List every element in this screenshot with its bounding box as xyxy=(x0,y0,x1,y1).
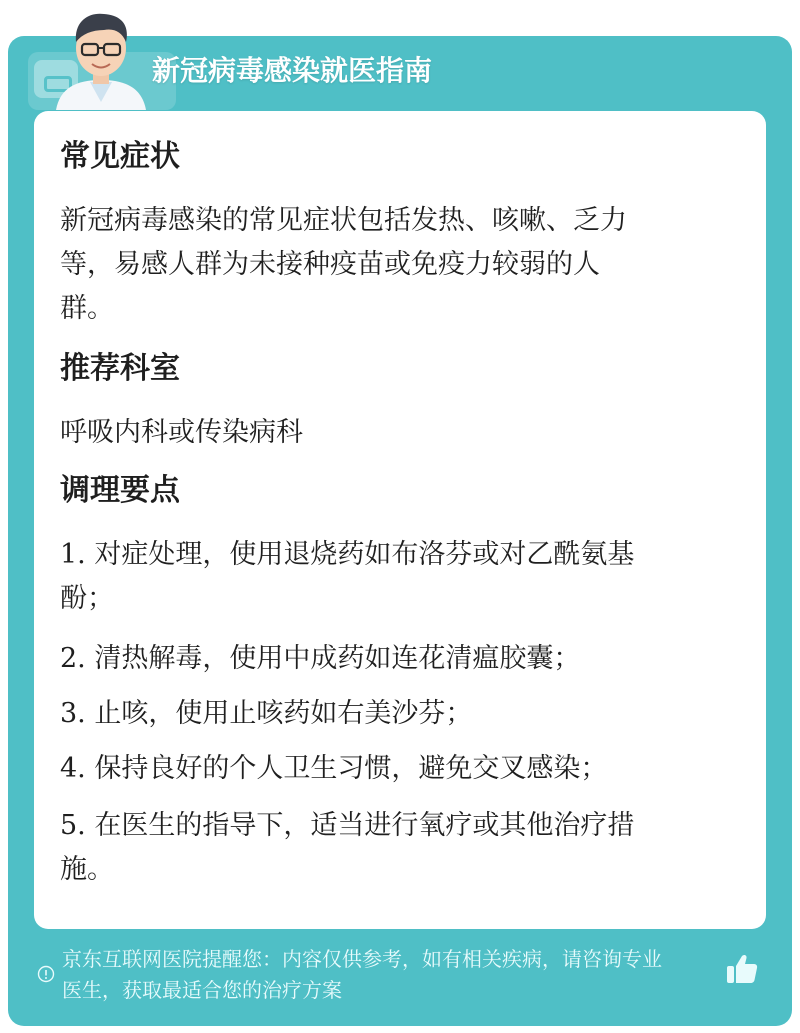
disclaimer xyxy=(62,944,730,1006)
care-item-1-text: 对症处理，使用退烧药如布洛芬或对乙酰氨基 xyxy=(94,539,635,570)
care-item-2 xyxy=(60,637,740,681)
symptoms-text-line-1: 新冠病毒感染的常见症状包括发热、咳嗽、乏力 xyxy=(60,205,627,236)
care-item-2-number: 2. xyxy=(60,643,86,674)
department-text: 呼吸内科或传染病科 xyxy=(60,417,303,448)
symptoms-text-line-3: 群。 xyxy=(60,293,114,324)
disclaimer-line-1: 京东互联网医院提醒您：内容仅供参考，如有相关疾病，请咨询专业 xyxy=(62,947,662,971)
disclaimer-line-2: 医生，获取最适合您的治疗方案 xyxy=(62,978,342,1002)
care-item-5-line-2: 施。 xyxy=(60,854,114,885)
doctor-avatar xyxy=(46,6,156,110)
section-title-department: 推荐科室 xyxy=(60,351,180,386)
page-title: 新冠病毒感染就医指南 xyxy=(152,54,433,87)
care-item-3 xyxy=(60,692,740,736)
care-item-1-line-2: 酚； xyxy=(60,583,114,614)
thumbs-up-icon[interactable] xyxy=(724,951,760,987)
care-item-2-text: 清热解毒，使用中成药如连花清瘟胶囊； xyxy=(94,643,581,674)
care-item-1-number: 1. xyxy=(60,539,86,570)
care-item-5-text: 在医生的指导下，适当进行氧疗或其他治疗措 xyxy=(94,810,635,841)
care-item-5 xyxy=(60,804,740,848)
care-item-5-number: 5. xyxy=(60,810,86,841)
symptoms-text-line-2: 等，易感人群为未接种疫苗或免疫力较弱的人 xyxy=(60,249,600,280)
care-item-4-text: 保持良好的个人卫生习惯，避免交叉感染； xyxy=(94,753,608,784)
care-item-1 xyxy=(60,533,740,577)
care-item-3-number: 3. xyxy=(60,698,86,729)
care-item-3-text: 止咳，使用止咳药如右美沙芬； xyxy=(94,698,473,729)
section-title-symptoms: 常见症状 xyxy=(60,139,180,174)
care-item-4-number: 4. xyxy=(60,753,86,784)
care-item-4 xyxy=(60,747,740,791)
info-icon xyxy=(37,965,55,983)
section-title-care: 调理要点 xyxy=(60,473,180,508)
